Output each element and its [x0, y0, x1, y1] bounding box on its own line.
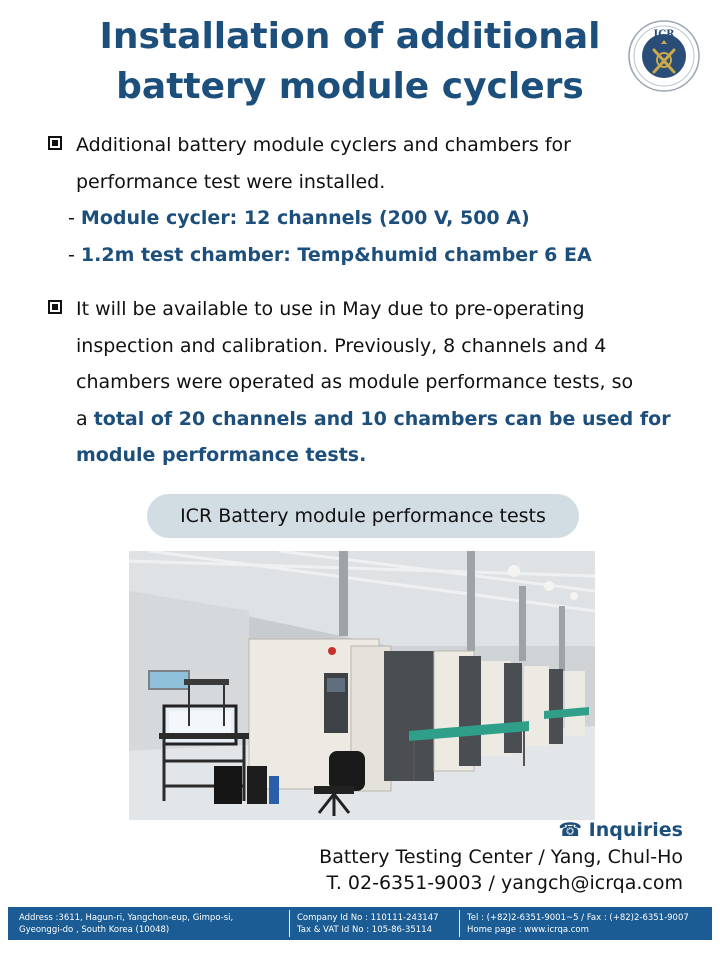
footer-address-line-2: Gyeonggi-do , South Korea (10048)	[19, 925, 170, 935]
section-2-line-4-prefix: a	[76, 407, 94, 430]
section-2-line-1: It will be available to use in May due to pre-operating	[76, 298, 585, 320]
footer-company-id: Company Id No : 110111-243147	[297, 913, 439, 923]
footer-contact	[467, 912, 689, 936]
footer-tel-fax: Tel : (+82)2-6351-9001~5 / Fax : (+82)2-6351-9007	[467, 913, 689, 923]
section-1-item-2: - 1.2m test chamber: Temp&humid chamber 6 EA	[68, 243, 592, 266]
section-2-line-2: inspection and calibration. Previously, 8 channels and 4	[76, 334, 607, 357]
module-cycler-spec: Module cycler: 12 channels (200 V, 500 A)	[80, 207, 530, 229]
test-chamber-spec: 1.2m test chamber: Temp&humid chamber 6 EA	[80, 243, 592, 266]
section-2	[48, 291, 671, 474]
footer-address	[19, 912, 233, 936]
section-2-line-5	[48, 437, 671, 474]
icr-seal-logo	[628, 20, 700, 92]
section-1	[48, 127, 592, 273]
square-bullet-icon	[48, 136, 62, 150]
lab-photo	[129, 551, 595, 820]
title-line-2: battery module cyclers	[116, 66, 584, 107]
footer-divider	[289, 910, 290, 937]
section-2-line-4	[48, 401, 671, 438]
inquiries-title: Inquiries	[588, 819, 683, 841]
page-title	[60, 12, 640, 112]
inquiries-contact: Battery Testing Center / Yang, Chul-Ho	[319, 846, 683, 868]
inquiries-phone-email: T. 02-6351-9003 / yangch@icrqa.com	[326, 872, 683, 894]
section-1-line-2: performance test were installed.	[76, 170, 386, 193]
section-2-line-3: chambers were operated as module performance tests, so	[76, 371, 634, 393]
footer-vat-id: Tax & VAT Id No : 105-86-35114	[297, 925, 433, 935]
title-line-1: Installation of additional	[99, 16, 601, 57]
photo-caption: ICR Battery module performance tests	[147, 494, 579, 538]
section-1-line-1: Additional battery module cyclers and chambers for	[76, 134, 571, 156]
inquiries-heading	[558, 817, 683, 843]
footer-divider	[459, 910, 460, 937]
section-2-highlight-1: total of 20 channels and 10 chambers can be used for	[93, 407, 671, 430]
footer-address-line-1: Address :3611, Hagun-ri, Yangchon-eup, Gimpo-si,	[19, 913, 234, 923]
footer-homepage[interactable]: Home page : www.icrqa.com	[467, 925, 589, 935]
square-bullet-icon	[48, 300, 62, 314]
footer-ids	[297, 912, 439, 936]
footer	[8, 907, 712, 940]
section-2-highlight-2: module performance tests.	[76, 444, 367, 466]
logo-text: ICR	[653, 29, 675, 40]
section-1-item-1: - Module cycler: 12 channels (200 V, 500 A)	[68, 207, 530, 229]
phone-icon: ☎	[558, 819, 583, 841]
